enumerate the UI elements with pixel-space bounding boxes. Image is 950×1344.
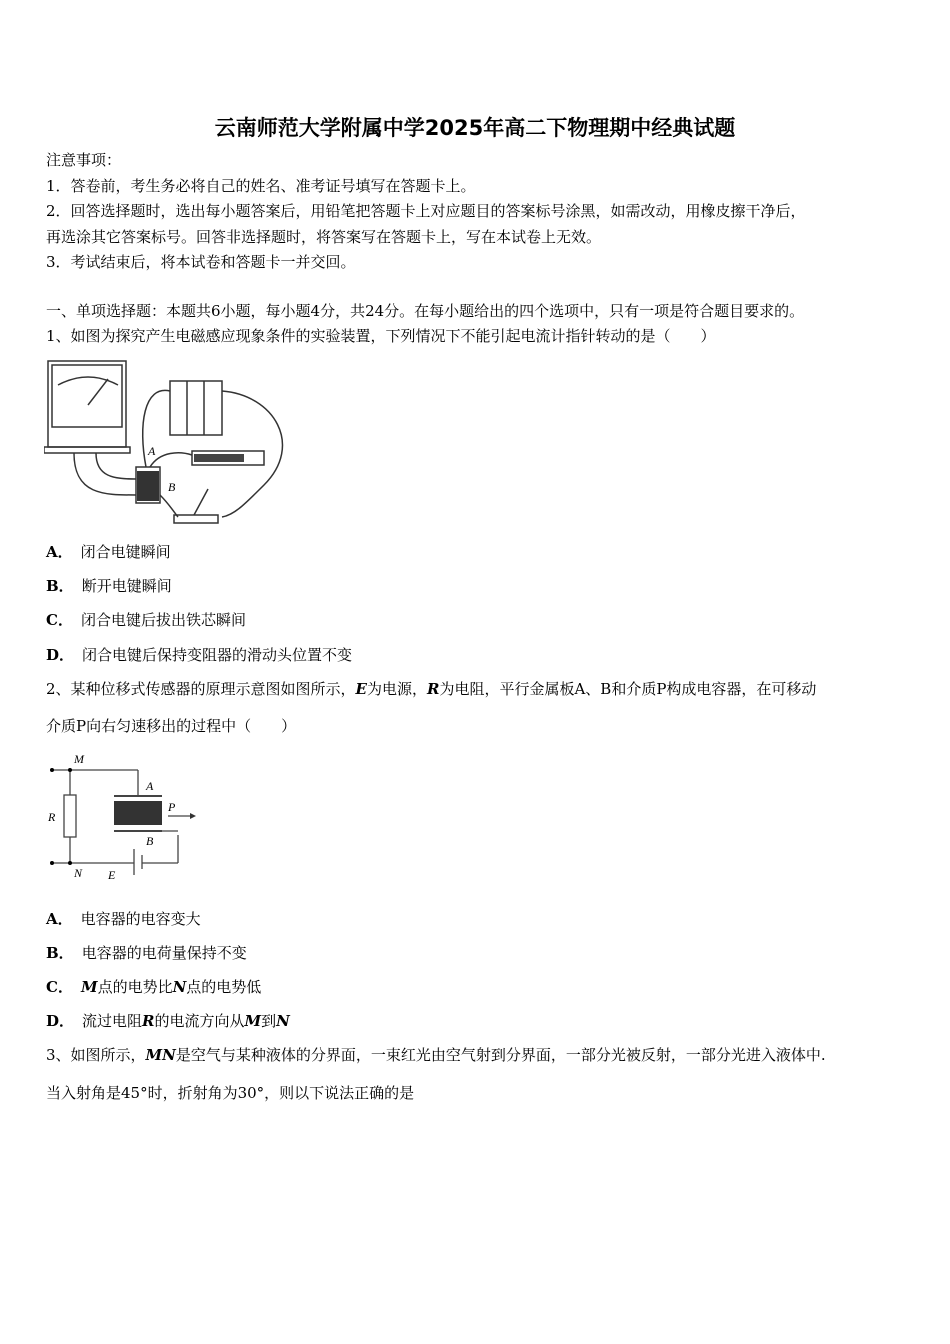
q1-option-b[interactable] [46, 576, 172, 596]
figure-label-a: A [148, 444, 156, 458]
electromagnetic-induction-apparatus-figure [44, 355, 284, 527]
galvanometer [48, 361, 126, 447]
option-key: C． [46, 611, 73, 629]
notice-heading: 注意事项： [46, 151, 122, 169]
label-p: P [168, 800, 176, 814]
question-3-stem-line2: 当入射角是45°时，折射角为30°，则以下说法正确的是 [46, 1084, 415, 1102]
section-heading: 一、单项选择题：本题共6小题，每小题4分，共24分。在每小题给出的四个选项中，只有一项是符合题目要求的。 [46, 302, 805, 320]
label-r: R [48, 810, 56, 824]
q2-option-a[interactable]: A． 电容器的电容变大 [46, 910, 201, 928]
q2-option-b[interactable]: B． 电容器的电荷量保持不变 [46, 944, 247, 962]
q1-option-d[interactable] [46, 645, 352, 665]
option-text: 闭合电键后保持变阻器的滑动头位置不变 [82, 646, 353, 664]
notice-item: 2．回答选择题时，选出每小题答案后，用铅笔把答题卡上对应题目的答案标号涂黑，如需改动，用橡皮擦干净后， [46, 202, 806, 220]
switch [174, 515, 218, 523]
option-text: 闭合电键后拔出铁芯瞬间 [80, 611, 246, 629]
q1-option-a[interactable] [46, 542, 171, 562]
label-m: M [74, 752, 84, 766]
option-key: D． [46, 646, 75, 664]
question-1-stem: 1、如图为探究产生电磁感应现象条件的实验装置，下列情况下不能引起电流计指针转动的是（ ） [46, 327, 716, 345]
capacitor-sensor-circuit-figure [40, 745, 210, 885]
q1-option-c[interactable] [46, 610, 246, 630]
page-title: 云南师范大学附属中学2025年高二下物理期中经典试题 [214, 116, 736, 140]
notice-item: 再选涂其它答案标号。回答非选择题时，将答案写在答题卡上，写在本试卷上无效。 [46, 228, 602, 246]
label-n: N [74, 866, 83, 880]
label-b: B [146, 834, 154, 848]
battery [170, 381, 222, 435]
option-key: A． [46, 543, 73, 561]
label-a: A [146, 779, 154, 793]
option-text: 断开电键瞬间 [81, 577, 172, 595]
question-2-stem-line2: 介质P向右匀速移出的过程中（ ） [46, 717, 297, 735]
question-2-stem: 2、某种位移式传感器的原理示意图如图所示，E为电源，R为电阻，平行金属板A、B和介质P构成电容器，在可移动 [46, 680, 817, 698]
q2-option-c[interactable]: C． M点的电势比N点的电势低 [46, 978, 262, 996]
resistor [64, 795, 76, 837]
question-3-stem: 3、如图所示，MN是空气与某种液体的分界面，一束红光由空气射到分界面，一部分光被反射，一部分光进入液体中. [46, 1046, 826, 1064]
label-e: E [108, 868, 116, 882]
option-key: B． [46, 577, 74, 595]
notice-item: 1．答卷前，考生务必将自己的姓名、准考证号填写在答题卡上。 [46, 177, 476, 195]
option-text: 闭合电键瞬间 [80, 543, 171, 561]
notice-item: 3．考试结束后，将本试卷和答题卡一并交回。 [46, 253, 356, 271]
dielectric-p [114, 801, 162, 825]
q2-option-d[interactable]: D． 流过电阻R的电流方向从M到N [46, 1012, 290, 1030]
figure-label-b: B [168, 480, 176, 494]
